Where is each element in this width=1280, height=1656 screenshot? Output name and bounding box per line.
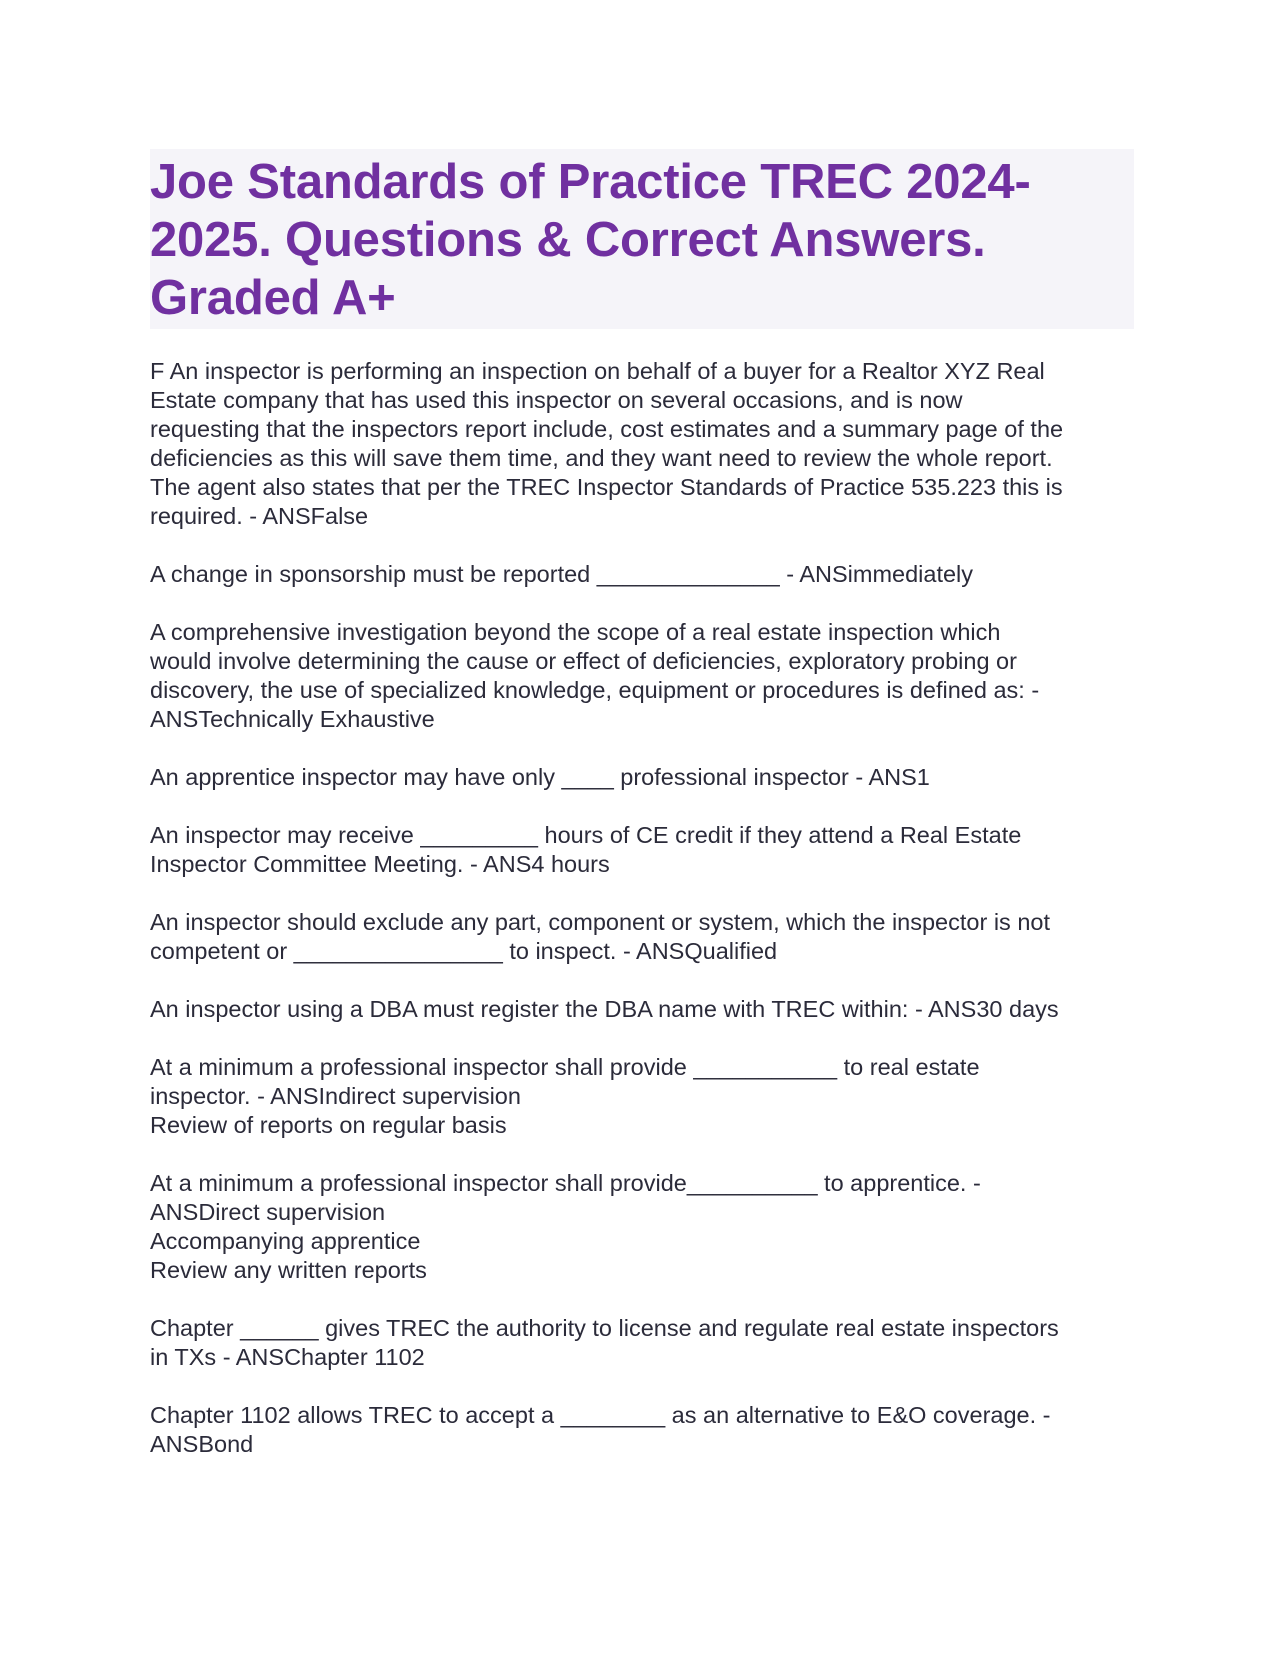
qa-line: ANSBond xyxy=(150,1431,254,1457)
qa-entry xyxy=(150,1314,1134,1372)
qa-entry xyxy=(150,1053,1134,1140)
qa-line: would involve determining the cause or effect of deficiencies, exploratory probing or xyxy=(150,648,1017,674)
qa-line: Accompanying apprentice xyxy=(150,1228,421,1254)
qa-entry xyxy=(150,1169,1134,1285)
title-line: 2025. Questions & Correct Answers. xyxy=(150,213,986,267)
qa-line: requesting that the inspectors report include, cost estimates and a summary page of the xyxy=(150,416,1064,442)
qa-line: ANSTechnically Exhaustive xyxy=(150,706,435,732)
qa-line: At a minimum a professional inspector shall provide ___________ to real estate xyxy=(150,1054,980,1080)
qa-line: At a minimum a professional inspector shall provide__________ to apprentice. - xyxy=(150,1170,981,1196)
title-block xyxy=(150,149,1134,329)
qa-line: An inspector using a DBA must register the DBA name with TREC within: - ANS30 days xyxy=(150,996,1059,1022)
qa-line: in TXs - ANSChapter 1102 xyxy=(150,1344,425,1370)
qa-line: F An inspector is performing an inspection on behalf of a buyer for a Realtor XYZ Real xyxy=(150,358,1045,384)
qa-line: A change in sponsorship must be reported ______________ - ANSimmediately xyxy=(150,561,974,587)
qa-line: Inspector Committee Meeting. - ANS4 hours xyxy=(150,851,610,877)
qa-list xyxy=(150,357,1134,1459)
qa-entry xyxy=(150,995,1134,1024)
qa-line: Review of reports on regular basis xyxy=(150,1112,507,1138)
qa-line: A comprehensive investigation beyond the scope of a real estate inspection which xyxy=(150,619,1001,645)
document-page xyxy=(150,149,1134,1488)
title-line: Joe Standards of Practice TREC 2024- xyxy=(150,155,1031,209)
qa-line: required. - ANSFalse xyxy=(150,503,369,529)
qa-line: competent or ________________ to inspect. - ANSQualified xyxy=(150,938,778,964)
qa-entry xyxy=(150,618,1134,734)
qa-entry xyxy=(150,821,1134,879)
qa-line: An inspector should exclude any part, component or system, which the inspector is not xyxy=(150,909,1050,935)
qa-line: An inspector may receive _________ hours of CE credit if they attend a Real Estate xyxy=(150,822,1022,848)
qa-line: inspector. - ANSIndirect supervision xyxy=(150,1083,521,1109)
qa-entry xyxy=(150,560,1134,589)
qa-line: Review any written reports xyxy=(150,1257,427,1283)
qa-line: The agent also states that per the TREC Inspector Standards of Practice 535.223 this is xyxy=(150,474,1063,500)
qa-line: discovery, the use of specialized knowledge, equipment or procedures is defined as: - xyxy=(150,677,1040,703)
qa-line: deficiencies as this will save them time, and they want need to review the whole report. xyxy=(150,445,1053,471)
qa-entry xyxy=(150,908,1134,966)
qa-entry xyxy=(150,763,1134,792)
qa-line: An apprentice inspector may have only ____ professional inspector - ANS1 xyxy=(150,764,930,790)
qa-line: Estate company that has used this inspector on several occasions, and is now xyxy=(150,387,963,413)
qa-line: Chapter ______ gives TREC the authority to license and regulate real estate inspectors xyxy=(150,1315,1059,1341)
qa-entry xyxy=(150,1401,1134,1459)
qa-line: ANSDirect supervision xyxy=(150,1199,386,1225)
qa-entry xyxy=(150,357,1134,531)
document-title xyxy=(150,153,1134,327)
title-line: Graded A+ xyxy=(150,271,396,325)
qa-line: Chapter 1102 allows TREC to accept a ________ as an alternative to E&O coverage. - xyxy=(150,1402,1051,1428)
